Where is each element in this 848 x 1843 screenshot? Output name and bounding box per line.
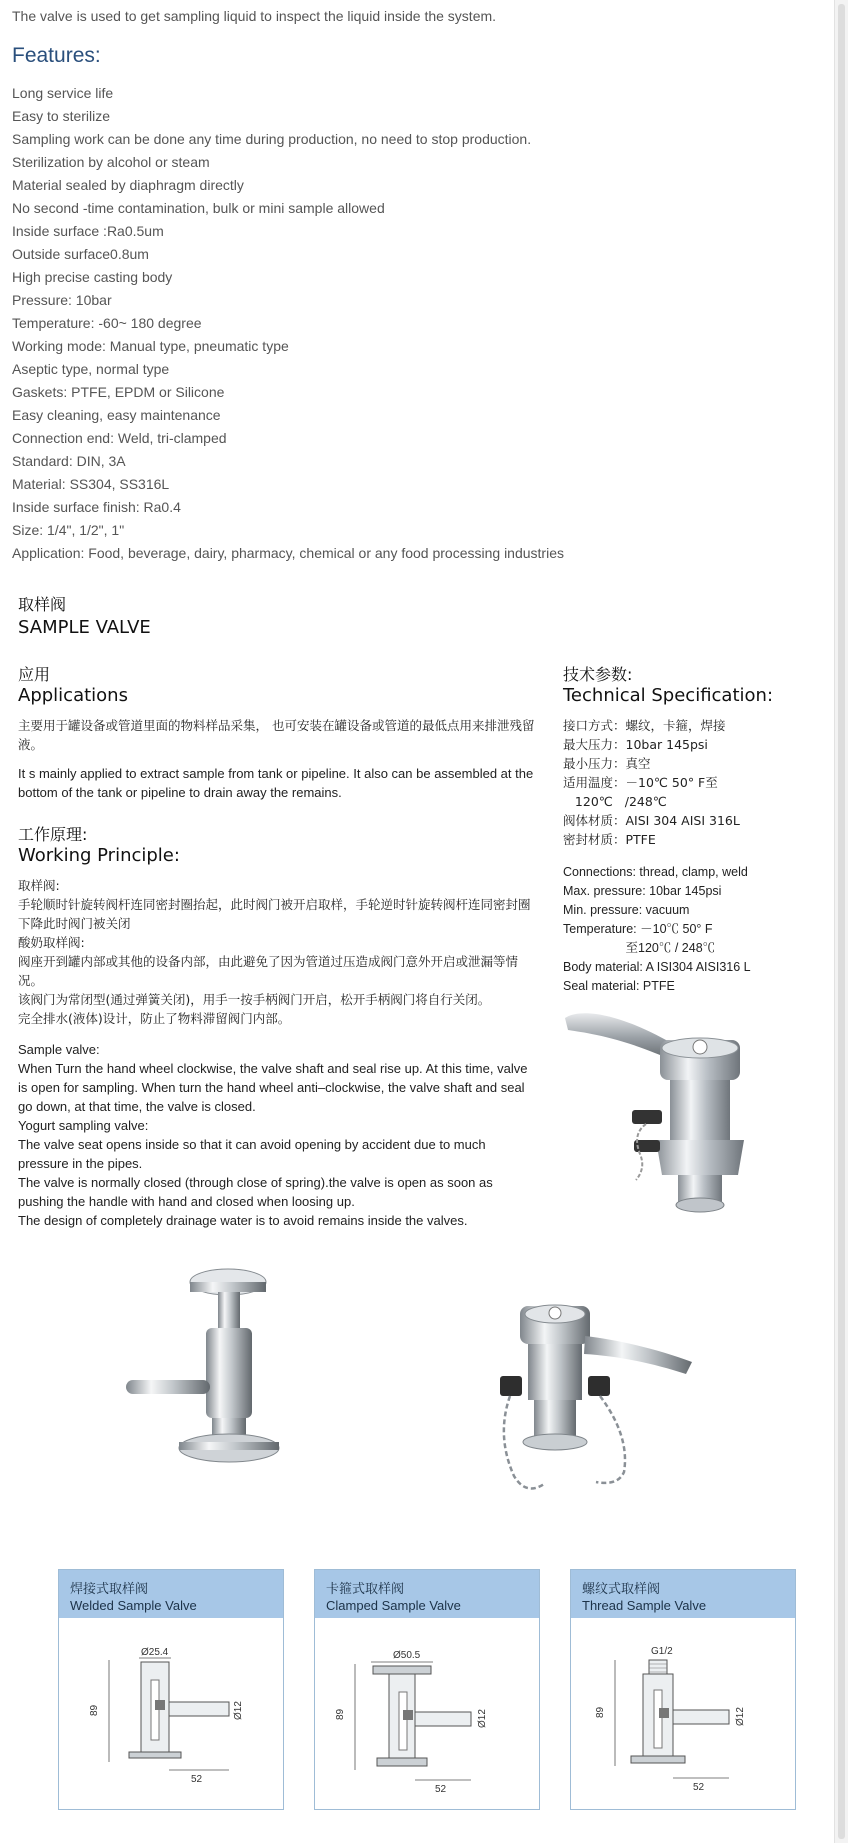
feature-item: Aseptic type, normal type [12, 361, 170, 377]
technical-spec-section [563, 662, 813, 996]
spec-cn-line: 接口方式：螺纹，卡箍，焊接 [563, 718, 726, 733]
yogurt-valve-photo [560, 1000, 815, 1235]
working-en-line: Sample valve: [18, 1042, 100, 1057]
handwheel-valve-photo [118, 1260, 318, 1485]
working-title-en: Working Principle: [18, 845, 180, 866]
clamped-valve-card [314, 1569, 540, 1810]
thread-dim-label: G1/2 [651, 1646, 673, 1657]
thread-valve-card [570, 1569, 796, 1810]
feature-item: Inside surface finish: Ra0.4 [12, 499, 181, 515]
thread-valve-title-cn: 螺纹式取样阀 [582, 1581, 661, 1596]
spec-cn-line: 密封材质：PTFE [563, 832, 656, 847]
intro-text: The valve is used to get sampling liquid to inspect the liquid inside the system. [12, 8, 497, 24]
applications-title-en: Applications [18, 685, 128, 706]
spec-en-line: Temperature: －10℃ 50° F [563, 922, 713, 936]
diameter-dim-label: Ø50.5 [393, 1650, 421, 1661]
welded-valve-drawing [59, 1620, 283, 1808]
spec-en-line: Body material: A ISI304 AISI316 L [563, 960, 751, 974]
feature-item: Material: SS304, SS316L [12, 476, 170, 492]
feature-item: No second -time contamination, bulk or mini sample allowed [12, 200, 385, 216]
spec-title-cn: 技术参数: [563, 665, 633, 684]
working-cn-line: 完全排水(液体)设计，防止了物料滞留阀门内部。 [18, 1011, 291, 1026]
working-title-cn: 工作原理: [18, 825, 88, 844]
spec-en-line: Seal material: PTFE [563, 979, 675, 993]
length-dim-label: 52 [435, 1784, 447, 1795]
feature-item: Pressure: 10bar [12, 292, 112, 308]
working-en-line: The valve is normally closed (through close of spring).the valve is open as soon as pushing the handle with hand and closed when loosing up. [18, 1175, 493, 1209]
spec-cn-line: 阀体材质：AISI 304 AISI 316L [563, 813, 740, 828]
feature-item: Easy cleaning, easy maintenance [12, 407, 221, 423]
feature-item: High precise casting body [12, 269, 173, 285]
working-cn-line: 阀座开到罐内部或其他的设备内部，由此避免了因为管道过压造成阀门意外开启或泄漏等情况。 [18, 954, 519, 988]
spec-en-line: Connections: thread, clamp, weld [563, 865, 748, 879]
spec-cn-line: 适用温度：－10℃ 50° F至 [563, 775, 718, 790]
feature-item: Working mode: Manual type, pneumatic type [12, 338, 289, 354]
thread-valve-card-header [571, 1570, 795, 1618]
feature-item: Outside surface0.8um [12, 246, 149, 262]
feature-item: Material sealed by diaphragm directly [12, 177, 244, 193]
applications-text-cn: 主要用于罐设备或管道里面的物料样品采集， 也可安装在罐设备或管道的最低点用来排泄残留液。 [18, 718, 535, 752]
working-en-line: When Turn the hand wheel clockwise, the valve shaft and seal rise up. At this time, valve is open for sampling. When turn the hand wheel anti–clockwise, the valve shaft and seal go down, at that time, the valve is closed. [18, 1061, 528, 1114]
height-dim-label: 89 [335, 1708, 346, 1720]
feature-item: Easy to sterilize [12, 108, 111, 124]
welded-valve-title-cn: 焊接式取样阀 [70, 1581, 149, 1596]
applications-title-cn: 应用 [18, 665, 51, 684]
spec-en-line: Max. pressure: 10bar 145psi [563, 884, 722, 898]
height-dim-label: 89 [595, 1706, 606, 1718]
feature-item: Sampling work can be done any time during production, no need to stop production. [12, 131, 532, 147]
working-cn-line: 该阀门为常闭型(通过弹簧关闭)，用手一按手柄阀门开启，松开手柄阀门将自行关闭。 [18, 992, 491, 1007]
welded-valve-title-en: Welded Sample Valve [70, 1598, 197, 1613]
working-cn-line: 手轮顺时针旋转阀杆连同密封圈抬起，此时阀门被开启取样，手轮逆时针旋转阀杆连同密封圈下降此时阀门被关闭 [18, 897, 531, 931]
welded-valve-card [58, 1569, 284, 1810]
working-cn-list [18, 876, 536, 1028]
outlet-dim-label: Ø12 [233, 1701, 244, 1720]
thread-valve-title-en: Thread Sample Valve [582, 1598, 707, 1613]
clamped-valve-drawing [315, 1620, 539, 1808]
working-en-line: The valve seat opens inside so that it can avoid opening by accident due to much pressure in the pipes. [18, 1137, 486, 1171]
outlet-dim-label: Ø12 [735, 1707, 746, 1726]
thread-valve-drawing [571, 1620, 795, 1808]
clamped-valve-title-cn: 卡箍式取样阀 [326, 1581, 405, 1596]
applications-text-en: It s mainly applied to extract sample from tank or pipeline. It also can be assembled at the bottom of the tank or pipeline to drain away the remains. [18, 766, 534, 800]
feature-item: Size: 1/4", 1/2", 1" [12, 522, 125, 538]
feature-item: Gaskets: PTFE, EPDM or Silicone [12, 384, 225, 400]
features-list [12, 82, 564, 565]
feature-item: Application: Food, beverage, dairy, pharmacy, chemical or any food processing industries [12, 545, 564, 561]
feature-item: Standard: DIN, 3A [12, 453, 126, 469]
spec-en-line: Min. pressure: vacuum [563, 903, 690, 917]
product-title-block [18, 592, 151, 638]
feature-item: Sterilization by alcohol or steam [12, 154, 210, 170]
chain-valve-photo [460, 1296, 700, 1506]
spec-cn-line: 最大压力：10bar 145psi [563, 737, 708, 752]
spec-cn-line: 最小压力：真空 [563, 756, 651, 771]
diameter-dim-label: Ø25.4 [141, 1647, 169, 1658]
feature-item: Long service life [12, 85, 114, 101]
spec-title-en: Technical Specification: [563, 685, 774, 706]
feature-item: Connection end: Weld, tri-clamped [12, 430, 227, 446]
working-cn-line: 取样阀: [18, 878, 60, 893]
length-dim-label: 52 [693, 1782, 705, 1793]
product-title-en: SAMPLE VALVE [18, 617, 151, 638]
clamped-valve-title-en: Clamped Sample Valve [326, 1598, 461, 1613]
spec-cn-line: 120℃ /248℃ [563, 794, 667, 809]
outlet-dim-label: Ø12 [477, 1709, 488, 1728]
feature-item: Inside surface :Ra0.5um [12, 223, 164, 239]
working-principle-section [18, 822, 536, 1230]
welded-valve-card-header [59, 1570, 283, 1618]
product-title-cn: 取样阀 [18, 595, 67, 614]
vertical-scrollbar[interactable] [834, 0, 848, 1843]
working-en-line: Yogurt sampling valve: [18, 1118, 149, 1133]
spec-en-line: 至120℃ / 248℃ [563, 941, 716, 955]
working-en-line: The design of completely drainage water is to avoid remains inside the valves. [18, 1213, 468, 1228]
working-en-list [18, 1040, 536, 1230]
features-heading: Features: [12, 44, 101, 67]
length-dim-label: 52 [191, 1774, 203, 1785]
scrollbar-thumb[interactable] [838, 4, 845, 1839]
applications-section [18, 662, 536, 802]
feature-item: Temperature: -60~ 180 degree [12, 315, 202, 331]
clamped-valve-card-header [315, 1570, 539, 1618]
working-cn-line: 酸奶取样阀: [18, 935, 85, 950]
height-dim-label: 89 [89, 1704, 100, 1716]
spec-en-list [563, 863, 813, 996]
spec-cn-list [563, 716, 813, 849]
